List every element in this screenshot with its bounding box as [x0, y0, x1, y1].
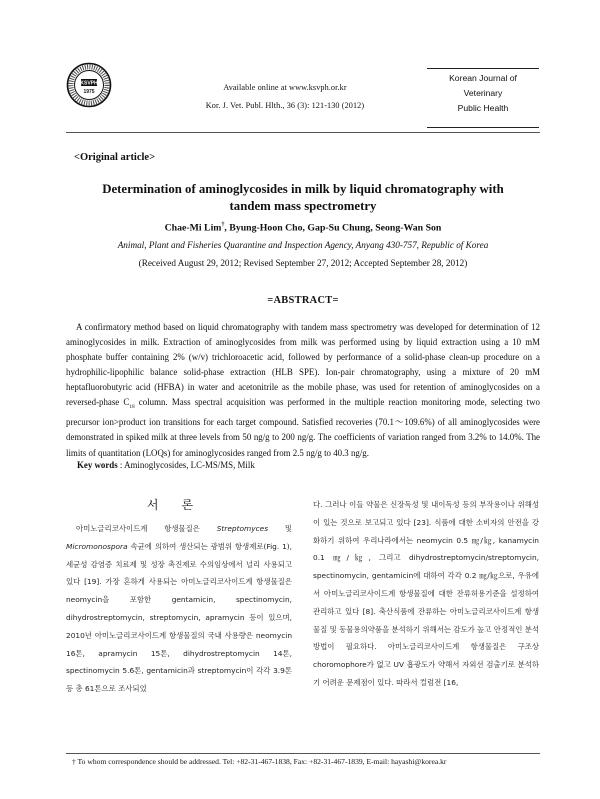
correspondence-footnote: † To whom correspondence should be addressed. Tel: +82-31-467-1838, Fax: +82-31-467-1839, E-mail: hayashi@korea.kr: [72, 757, 447, 766]
journal-name-line-1: Korean Journal of: [449, 73, 517, 83]
footnote-divider: [66, 753, 540, 754]
journal-name-box: [427, 68, 539, 128]
other-authors: , Byung-Hoon Cho, Gap-Su Chung, Seong-Wan Son: [224, 222, 442, 234]
journal-name-line-3: Public Health: [457, 103, 509, 113]
first-author: Chae-Mi Lim: [164, 222, 222, 234]
section-heading-introduction: 서 론: [146, 498, 204, 512]
left-text-2: 및: [268, 524, 292, 533]
abstract-subscript: 18: [129, 404, 135, 411]
svg-text:1975: 1975: [83, 89, 95, 95]
keywords-label: Key words: [77, 460, 118, 470]
genus-streptomyces: Streptomyces: [216, 524, 269, 533]
corresponding-mark: †: [221, 222, 225, 228]
article-title-line-1: Determination of aminoglycosides in milk by liquid chromatography with: [102, 182, 504, 196]
body-column-left: [66, 520, 292, 698]
genus-micromonospora: Micromonospora: [66, 541, 128, 551]
keywords-line: [77, 460, 255, 470]
ksvph-seal-logo: [66, 62, 112, 108]
svg-text:KSVPH: KSVPH: [80, 80, 98, 87]
author-list: [66, 222, 540, 233]
availability-note: Available online at www.ksvph.or.kr: [223, 83, 347, 92]
left-text-3: 속균에 의하여 생산되는 광범위 항생제로(Fig. 1), 세균성 감염증 치료제 및 성장 촉진제로 수의임상에서 널리 사용되고 있다 [19]. 가장 흔하게 사용되는 아미노글리코사이드계 항생물질은 neomycin을 포함한 gentamicin, spectinomycin, dihydrostreptomycin, streptomycin, apramycin 등이 있으며, 2010년 아미노글리코사이드계 항생물질의 국내 사용량은 neomycin 16톤, apramycin 15톤, dihydrostreptomycin 14톤, spectinomycin 5.6톤, gentamicin과 streptomycin이 각각 3.9톤 등 총 61톤으로 조사되었: [66, 541, 292, 694]
header-divider: [66, 132, 540, 133]
body-column-right: [313, 496, 539, 692]
received-dates: (Received August 29, 2012; Revised September 27, 2012; Accepted September 28, 2012): [138, 258, 468, 268]
abstract-part-1: A confirmatory method based on liquid chromatography with tandem mass spectrometry was developed for determination of 12 aminoglycosides in milk. Extraction of aminoglycosides from milk was performed using by liquid extraction using a 10 mM phosphate buffer containing 2% (w/v) trichloroacetic acid, followed by performance of a solid-phase clean-up procedure on a hydrophilic-lipophilic balance solid-phase extraction (HLB SPE). Ion-pair chromatography, using a mixture of 20 mM heptafluorobutyric acid (HFBA) in water and acetonitrile as the mobile phase, was used for retention of aminoglycosides on a reversed-phase C: [66, 322, 540, 408]
journal-name-line-2: Veterinary: [463, 88, 503, 98]
keywords-values: : Aminoglycosides, LC-MS/MS, Milk: [117, 460, 255, 470]
abstract-text: [66, 320, 540, 461]
left-text-1: 아미노글리코사이드계 항생물질은: [76, 524, 217, 533]
right-text: 다. 그러나 이들 약물은 신장독성 및 내이독성 등의 부작용이나 위해성이 있는 것으로 보고되고 있다 [23]. 식품에 대한 소비자의 안전을 강화하기 위하여 우리나라에서는 neomycin 0.5 ㎎/㎏, kanamycin 0.1 ㎎/㎏, 그리고 dihydrostreptomycin/streptomycin, spectinomycin, gentamicin에 대하여 각각 0.2 ㎎/㎏으로, 우유에서 아미노글리코사이드계 항생물질에 대한 잔류허용기준을 설정하여 관리하고 있다 [8]. 축산식품에 잔류하는 아미노글리코사이드계 항생물질 및 동물용의약품을 분석하기 위해서는 감도가 높고 안정적인 분석방법이 필요하다. 아미노글리코사이드계 항생물질은 구조상 choromophore가 없고 UV 흡광도가 약해서 자외선 검출기로 분석하기 어려운 문제점이 있다. 따라서 컬럼전 [16,: [313, 500, 539, 687]
abstract-heading: =ABSTRACT=: [267, 295, 339, 306]
article-title-line-2: tandem mass spectrometry: [229, 199, 377, 213]
journal-citation: Kor. J. Vet. Publ. Hlth., 36 (3): 121-130 (2012): [205, 101, 365, 110]
article-type: <Original article>: [74, 152, 156, 163]
affiliation: Animal, Plant and Fisheries Quarantine and Inspection Agency, Anyang 430-757, Republic of Korea: [117, 240, 489, 250]
abstract-part-2: column. Mass spectral acquisition was performed in the multiple reaction monitoring mode, selecting two precursor ion>product ion transitions for each target compound. Satisfied recoveries (70.1～109.6%) of all aminoglycosides were demonstrated in spiked milk at three levels from 50 ng/g to 200 ng/g. The coefficients of variation ranged from 3.2% to 14.0%. The limits of quantitation (LOQs) for aminoglycosides ranged from 2.5 ng/g to 40.3 ng/g.: [66, 397, 540, 458]
